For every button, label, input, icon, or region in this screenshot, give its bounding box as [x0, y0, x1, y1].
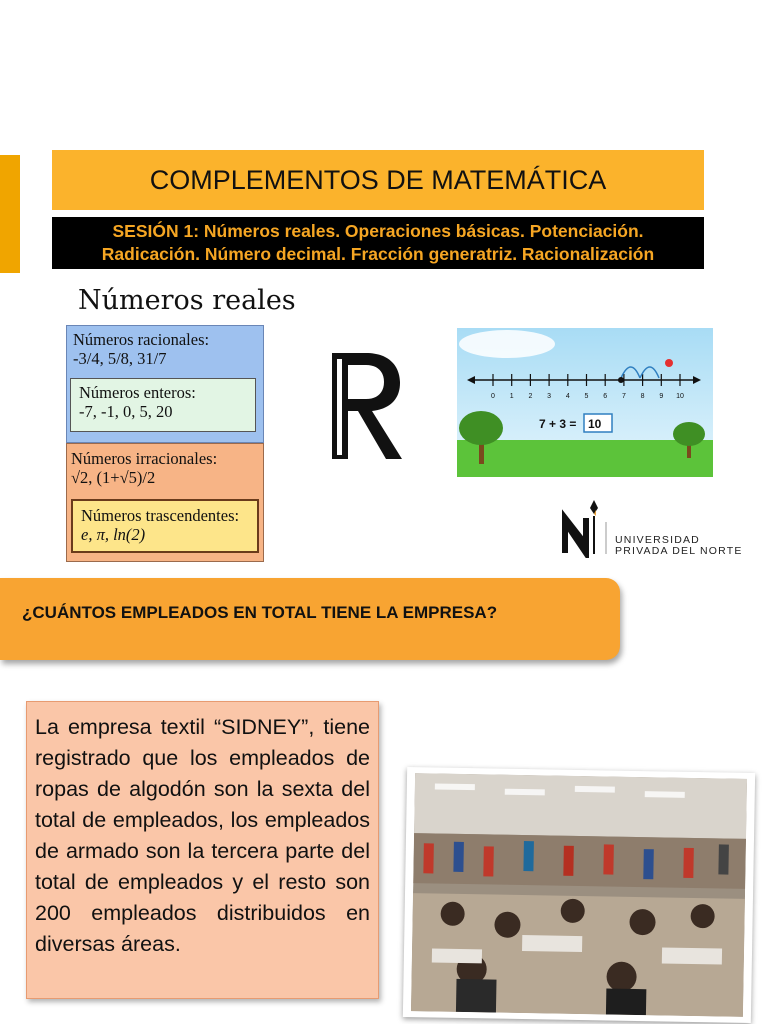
number-line-tick-label: 2: [528, 393, 533, 400]
number-line-tick-label: 8: [640, 393, 645, 400]
logo-line-1: UNIVERSIDAD: [615, 534, 700, 546]
session-line-2: Radicación. Número decimal. Fracción generatriz. Racionalización: [101, 244, 655, 264]
number-line-tick-label: 4: [565, 393, 570, 400]
racionales-label: Números racionales:: [73, 330, 210, 349]
number-line-tick-label: 0: [491, 393, 495, 400]
trascendentes-examples: e, π, ln(2): [81, 525, 146, 544]
upn-logo-text: [615, 535, 743, 557]
trascendentes-label: Números trascendentes:: [81, 506, 240, 525]
racionales-examples: -3/4, 5/8, 31/7: [73, 349, 167, 368]
number-line-tick-label: 9: [659, 393, 664, 400]
number-line-tick-label: 1: [509, 393, 514, 400]
numeros-reales-heading: Números reales: [78, 285, 296, 316]
trascendentes-box: [71, 499, 259, 553]
enteros-examples: -7, -1, 0, 5, 20: [79, 402, 173, 421]
question-text: ¿CUÁNTOS EMPLEADOS EN TOTAL TIENE LA EMPRESA?: [22, 603, 498, 622]
factory-photo: [403, 767, 755, 1023]
equation-text: 7 + 3 =: [539, 417, 577, 431]
equation-answer: 10: [588, 417, 602, 431]
logo-line-2: PRIVADA DEL NORTE: [615, 545, 743, 557]
problem-statement-box: [26, 701, 379, 999]
enteros-box: [70, 378, 256, 432]
page-title: [52, 150, 704, 210]
real-numbers-symbol-icon: [320, 345, 410, 465]
problem-statement-text: La empresa textil “SIDNEY”, tiene registrado que los empleados de ropas de algodón son la sexta del total de empleados, los empleados de armado son la tercera parte del total de empleados y el resto son 200 empleados distribuidos en diversas áreas.: [35, 715, 370, 956]
session-banner: [52, 217, 704, 269]
enteros-label: Números enteros:: [79, 383, 196, 402]
page-title-text: COMPLEMENTOS DE MATEMÁTICA: [149, 164, 607, 195]
irracionales-label: Números irracionales:: [71, 449, 218, 468]
number-line-tick-label: 7: [621, 393, 626, 400]
factory-photo-image: [411, 773, 747, 1017]
number-line-tick-label: 10: [676, 393, 684, 400]
number-line-tick-label: 5: [584, 393, 589, 400]
number-line-illustration: [457, 328, 713, 477]
session-line-1: SESIÓN 1: Números reales. Operaciones básicas. Potenciación.: [112, 221, 644, 241]
left-accent-bar: [0, 155, 20, 273]
irracionales-examples: √2, (1+√5)/2: [71, 468, 156, 487]
number-line-tick-label: 3: [547, 393, 552, 400]
question-banner: [0, 578, 620, 660]
number-line-tick-label: 6: [603, 393, 608, 400]
